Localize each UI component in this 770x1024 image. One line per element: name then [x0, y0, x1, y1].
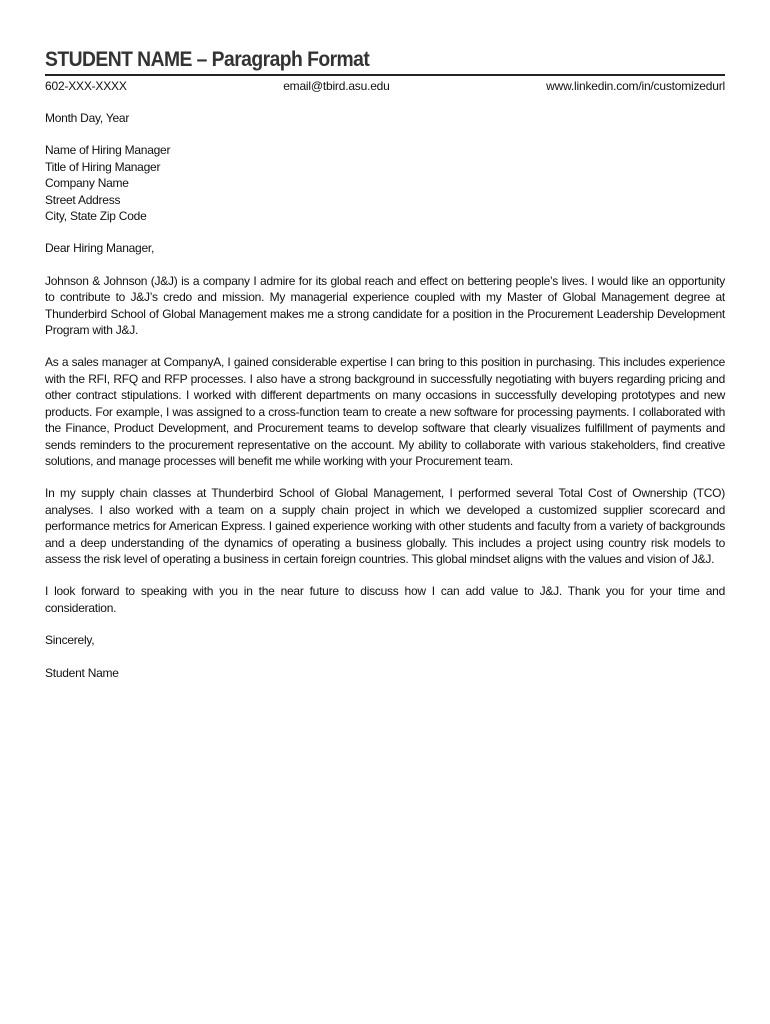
header-divider [45, 74, 725, 76]
letter-date: Month Day, Year [45, 111, 130, 125]
closing: Sincerely, [45, 633, 95, 648]
salutation: Dear Hiring Manager, [45, 241, 155, 256]
page-title: STUDENT NAME – Paragraph Format [45, 48, 370, 71]
linkedin-url[interactable]: www.linkedin.com/in/customizedurl [546, 79, 725, 93]
cover-letter-page [45, 46, 725, 681]
recipient-name: Name of Hiring Manager [45, 143, 171, 158]
body-paragraph-2: As a sales manager at CompanyA, I gained considerable expertise I can bring to this position in purchasing. This includes experience with the RFI, RFQ and RFP processes. I also have a strong background in successfully negotiating with buyers regarding pricing and other contract stipulations. I worked with different departments on many occasions in successfully developing prototypes and new products. For example, I was assigned to a cross-function team to create a new software for processing payments. I collaborated with the Finance, Product Development, and Procurement teams to develop software that clearly visualizes fulfillment of payments and sends reminders to the procurement representative on the account. My ability to collaborate with various stakeholders, find creative solutions, and manage processes will benefit me while working with your Procurement team. [45, 355, 725, 468]
body-paragraph-4: I look forward to speaking with you in the near future to discuss how I can add value to J&J. Thank you for your time and consideration. [45, 584, 725, 615]
recipient-street: Street Address [45, 192, 121, 207]
body-paragraph-1: Johnson & Johnson (J&J) is a company I admire for its global reach and effect on bettering people’s lives. I would like an opportunity to contribute to J&J’s credo and mission. My managerial experience coupled with my Master of Global Management degree at Thunderbird School of Global Management makes me a strong candidate for a position in the Procurement Leadership Development Program with J&J. [45, 273, 725, 338]
recipient-address [45, 142, 725, 224]
recipient-title: Title of Hiring Manager [45, 159, 161, 174]
body-paragraph-3: In my supply chain classes at Thunderbird School of Global Management, I performed several Total Cost of Ownership (TCO) analyses. I also worked with a team on a supply chain project in which we developed a customized supplier scorecard and performance metrics for American Express. I gained experience working with other students and faculty from a variety of backgrounds and a deep understanding of the dynamics of operating a business globally. This includes a project using country risk models to assess the risk level of operating a business in certain foreign countries. This global mindset aligns with the values and vision of J&J. [45, 486, 725, 566]
phone-number: 602-XXX-XXXX [45, 79, 127, 93]
signature-name: Student Name [45, 665, 119, 680]
recipient-city-state-zip: City, State Zip Code [45, 209, 147, 224]
email-address[interactable]: email@tbird.asu.edu [283, 79, 390, 93]
recipient-company: Company Name [45, 176, 129, 191]
contact-info-row [45, 78, 725, 94]
